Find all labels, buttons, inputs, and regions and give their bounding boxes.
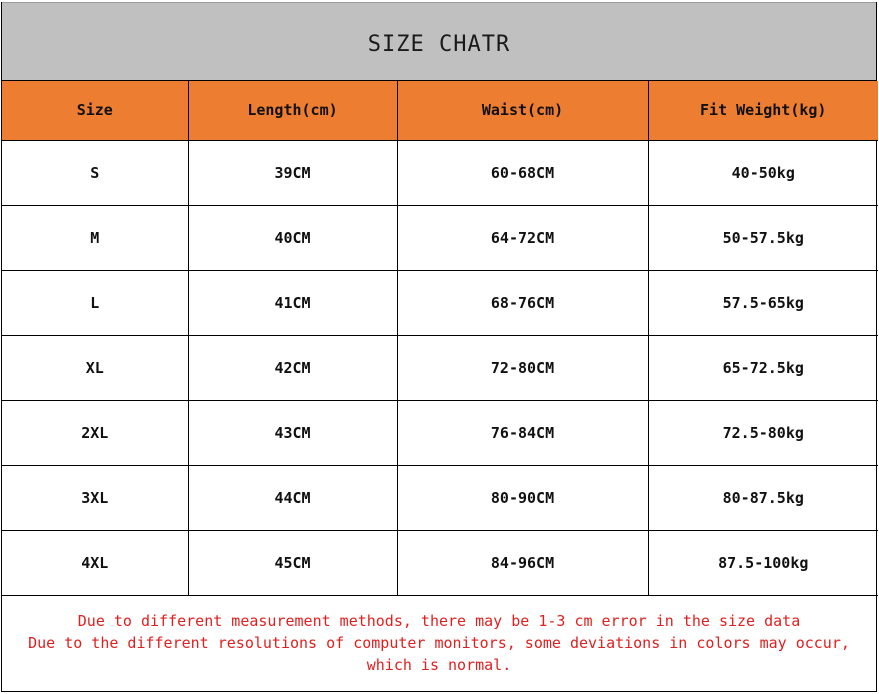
length-cell: 40CM bbox=[188, 205, 397, 270]
waist-cell: 76-84CM bbox=[397, 400, 648, 465]
chart-title: SIZE CHATR bbox=[2, 2, 876, 81]
size-cell: S bbox=[2, 140, 188, 205]
length-cell: 44CM bbox=[188, 465, 397, 530]
waist-cell: 64-72CM bbox=[397, 205, 648, 270]
size-chart bbox=[1, 2, 877, 692]
note-line: which is normal. bbox=[366, 656, 512, 674]
column-header-length: Length(cm) bbox=[188, 81, 397, 140]
fit-weight-cell: 40-50kg bbox=[648, 140, 878, 205]
size-cell: XL bbox=[2, 335, 188, 400]
table-row bbox=[2, 530, 878, 595]
column-header-size: Size bbox=[2, 81, 188, 140]
fit-weight-cell: 50-57.5kg bbox=[648, 205, 878, 270]
length-cell: 39CM bbox=[188, 140, 397, 205]
table-row bbox=[2, 140, 878, 205]
table-row bbox=[2, 465, 878, 530]
waist-cell: 72-80CM bbox=[397, 335, 648, 400]
length-cell: 41CM bbox=[188, 270, 397, 335]
length-cell: 42CM bbox=[188, 335, 397, 400]
size-cell: L bbox=[2, 270, 188, 335]
waist-cell: 80-90CM bbox=[397, 465, 648, 530]
table-row bbox=[2, 400, 878, 465]
table-row bbox=[2, 270, 878, 335]
length-cell: 43CM bbox=[188, 400, 397, 465]
waist-cell: 68-76CM bbox=[397, 270, 648, 335]
disclaimer-note bbox=[2, 596, 876, 692]
column-header-waist: Waist(cm) bbox=[397, 81, 648, 140]
fit-weight-cell: 72.5-80kg bbox=[648, 400, 878, 465]
fit-weight-cell: 57.5-65kg bbox=[648, 270, 878, 335]
fit-weight-cell: 80-87.5kg bbox=[648, 465, 878, 530]
size-cell: M bbox=[2, 205, 188, 270]
note-line: Due to different measurement methods, there may be 1-3 cm error in the size data bbox=[77, 612, 801, 630]
size-table bbox=[2, 81, 878, 596]
table-row bbox=[2, 335, 878, 400]
waist-cell: 84-96CM bbox=[397, 530, 648, 595]
size-cell: 2XL bbox=[2, 400, 188, 465]
table-row bbox=[2, 205, 878, 270]
column-header-fit-weight: Fit Weight(kg) bbox=[648, 81, 878, 140]
waist-cell: 60-68CM bbox=[397, 140, 648, 205]
fit-weight-cell: 87.5-100kg bbox=[648, 530, 878, 595]
size-cell: 4XL bbox=[2, 530, 188, 595]
length-cell: 45CM bbox=[188, 530, 397, 595]
fit-weight-cell: 65-72.5kg bbox=[648, 335, 878, 400]
size-cell: 3XL bbox=[2, 465, 188, 530]
header-row bbox=[2, 81, 878, 140]
note-line: Due to the different resolutions of computer monitors, some deviations in colors may occur, bbox=[28, 634, 850, 652]
